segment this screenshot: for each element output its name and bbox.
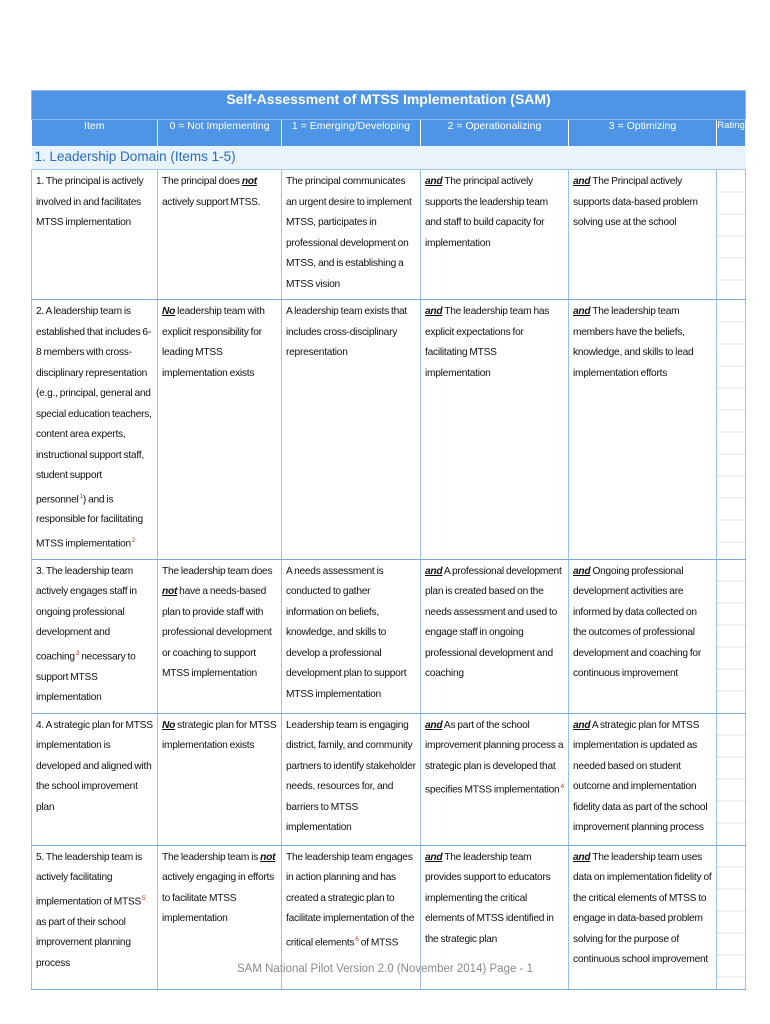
rating-input[interactable] xyxy=(717,170,746,300)
cell-text: have a needs-based plan to provide staff with professional development or coaching to support MTSS implementation xyxy=(162,586,272,680)
level-3-cell xyxy=(569,300,717,560)
cell-text: The principal does xyxy=(162,176,242,187)
keyword: and xyxy=(573,719,591,731)
keyword: No xyxy=(162,719,176,731)
item-text: 2. A leadership team is established that includes 6-8 members with cross-disciplinary representation (e.g., principal, general and special education teachers, content area experts, instructional support staff, student support personnel xyxy=(36,306,152,505)
item-text: as part of their school improvement planning process xyxy=(36,916,131,969)
keyword: No xyxy=(162,306,176,317)
rating-input[interactable] xyxy=(717,300,746,560)
level-2-cell xyxy=(421,300,569,560)
level-0-cell xyxy=(158,559,282,713)
keyword: and xyxy=(425,306,443,317)
item-text: 5. The leadership team is actively facilitating implementation of MTSS xyxy=(36,851,142,908)
level-3-cell xyxy=(569,559,717,713)
level-0-cell xyxy=(158,713,282,845)
cell-text: The leadership team members have the beliefs, knowledge, and skills to lead implementation efforts xyxy=(573,306,694,379)
table-row xyxy=(32,300,746,560)
domain-title: 1. Leadership Domain (Items 1-5) xyxy=(32,146,746,170)
cell-text: The leadership team engages in action planning and has created a strategic plan to facilitate implementation of the critical elements xyxy=(286,851,415,949)
cell-text: The leadership team provides support to educators implementing the critical elements of MTSS identified in the strategic plan xyxy=(425,851,554,945)
cell-text: The leadership team does xyxy=(162,565,273,577)
cell-text: leadership team with explicit responsibility for leading MTSS implementation exists xyxy=(162,306,265,379)
keyword: and xyxy=(573,565,591,577)
cell-text: A strategic plan for MTSS implementation is updated as needed based on student outcome and implementation fidelity data as part of the school improvement planning process xyxy=(573,719,708,834)
cell-text: Ongoing professional development activities are informed by data collected on the outcomes of professional development and coaching for continuous improvement xyxy=(573,565,701,680)
keyword: and xyxy=(425,176,443,187)
item-cell xyxy=(32,559,158,713)
col-header-2: 2 = Operationalizing xyxy=(421,120,569,146)
item-cell xyxy=(32,300,158,560)
table-title: Self-Assessment of MTSS Implementation (SAM) xyxy=(32,91,746,120)
cell-text: The principal actively supports the leadership team and staff to build capacity for implementation xyxy=(425,176,548,249)
title-row xyxy=(32,91,746,120)
col-header-1: 1 = Emerging/Developing xyxy=(282,120,421,146)
cell-text: The Principal actively supports data-based problem solving use at the school xyxy=(573,176,698,228)
cell-text: actively support MTSS. xyxy=(162,196,261,208)
level-2-cell xyxy=(421,713,569,845)
col-header-0: 0 = Not Implementing xyxy=(158,120,282,146)
keyword: and xyxy=(425,719,443,731)
table-row xyxy=(32,170,746,300)
level-3-cell xyxy=(569,713,717,845)
cell-text: strategic plan for MTSS implementation exists xyxy=(162,719,277,752)
footnote-ref: 5 xyxy=(142,894,146,902)
keyword: and xyxy=(573,176,591,187)
cell-text: The leadership team is xyxy=(162,851,261,863)
level-0-cell xyxy=(158,170,282,300)
keyword: and xyxy=(425,565,443,577)
footnote-ref: 1 xyxy=(79,492,83,500)
keyword: not xyxy=(260,851,276,863)
level-3-cell xyxy=(569,170,717,300)
level-0-cell xyxy=(158,300,282,560)
domain-row xyxy=(32,146,746,170)
level-1-cell xyxy=(282,559,421,713)
footnote-ref: 6 xyxy=(355,935,359,943)
item-cell xyxy=(32,170,158,300)
sam-table xyxy=(31,90,746,990)
footnote-ref: 3 xyxy=(75,649,80,657)
item-text: 1. The principal is actively involved in and facilitates MTSS implementation xyxy=(36,176,144,228)
item-text: 4. A strategic plan for MTSS implementation is developed and aligned with the school improvement plan xyxy=(36,719,153,813)
item-cell xyxy=(32,713,158,845)
cell-text: The principal communicates an urgent desire to implement MTSS, participates in professional development on MTSS, and is establishing a MTSS vision xyxy=(286,176,412,290)
col-header-rating: Rating xyxy=(717,120,746,146)
table-row xyxy=(32,713,746,845)
cell-text: As part of the school improvement planning process a strategic plan is developed that specifies MTSS implementation xyxy=(425,719,564,796)
cell-text: actively engaging in efforts to facilitate MTSS implementation xyxy=(162,872,274,925)
cell-text: A needs assessment is conducted to gather information on beliefs, knowledge, and skills to develop a professional development plan to support MTSS implementation xyxy=(286,565,407,700)
cell-text: of MTSS xyxy=(358,937,399,949)
page-footer: SAM National Pilot Version 2.0 (November 2014) Page - 1 xyxy=(237,963,533,975)
keyword: and xyxy=(425,851,443,863)
level-1-cell xyxy=(282,300,421,560)
item-text: necessary to support MTSS implementation xyxy=(36,651,136,704)
footnote-ref: 4 xyxy=(560,783,564,791)
level-2-cell xyxy=(421,559,569,713)
rating-input[interactable] xyxy=(717,713,746,845)
keyword: and xyxy=(573,306,591,317)
level-2-cell xyxy=(421,170,569,300)
footnote-ref: 2 xyxy=(131,536,136,544)
keyword: not xyxy=(162,586,178,598)
cell-text: The leadership team has explicit expectations for facilitating MTSS implementation xyxy=(425,306,550,379)
keyword: and xyxy=(573,851,591,863)
col-header-item: Item xyxy=(32,120,158,146)
rating-input[interactable] xyxy=(717,559,746,713)
level-1-cell xyxy=(282,170,421,300)
level-1-cell xyxy=(282,713,421,845)
cell-text: Leadership team is engaging district, family, and community partners to identify stakeholder needs, resources for, and barriers to MTSS implementation xyxy=(286,719,416,834)
cell-text: A professional development plan is created based on the needs assessment and used to engage staff in ongoing professional development and coaching xyxy=(425,565,562,680)
table-row xyxy=(32,559,746,713)
cell-text: The leadership team uses data on implementation fidelity of the critical elements of MTSS to engage in data-based problem solving for the purpose of continuous school improvement xyxy=(573,851,712,966)
cell-text: A leadership team exists that includes cross-disciplinary representation xyxy=(286,306,407,358)
keyword: not xyxy=(241,176,257,187)
item-text: ) and is responsible for facilitating MTSS implementation xyxy=(36,493,143,550)
header-row xyxy=(32,120,746,146)
col-header-3: 3 = Optimizing xyxy=(569,120,717,146)
item-text: 3. The leadership team actively engages staff in ongoing professional development and coaching xyxy=(36,565,137,663)
